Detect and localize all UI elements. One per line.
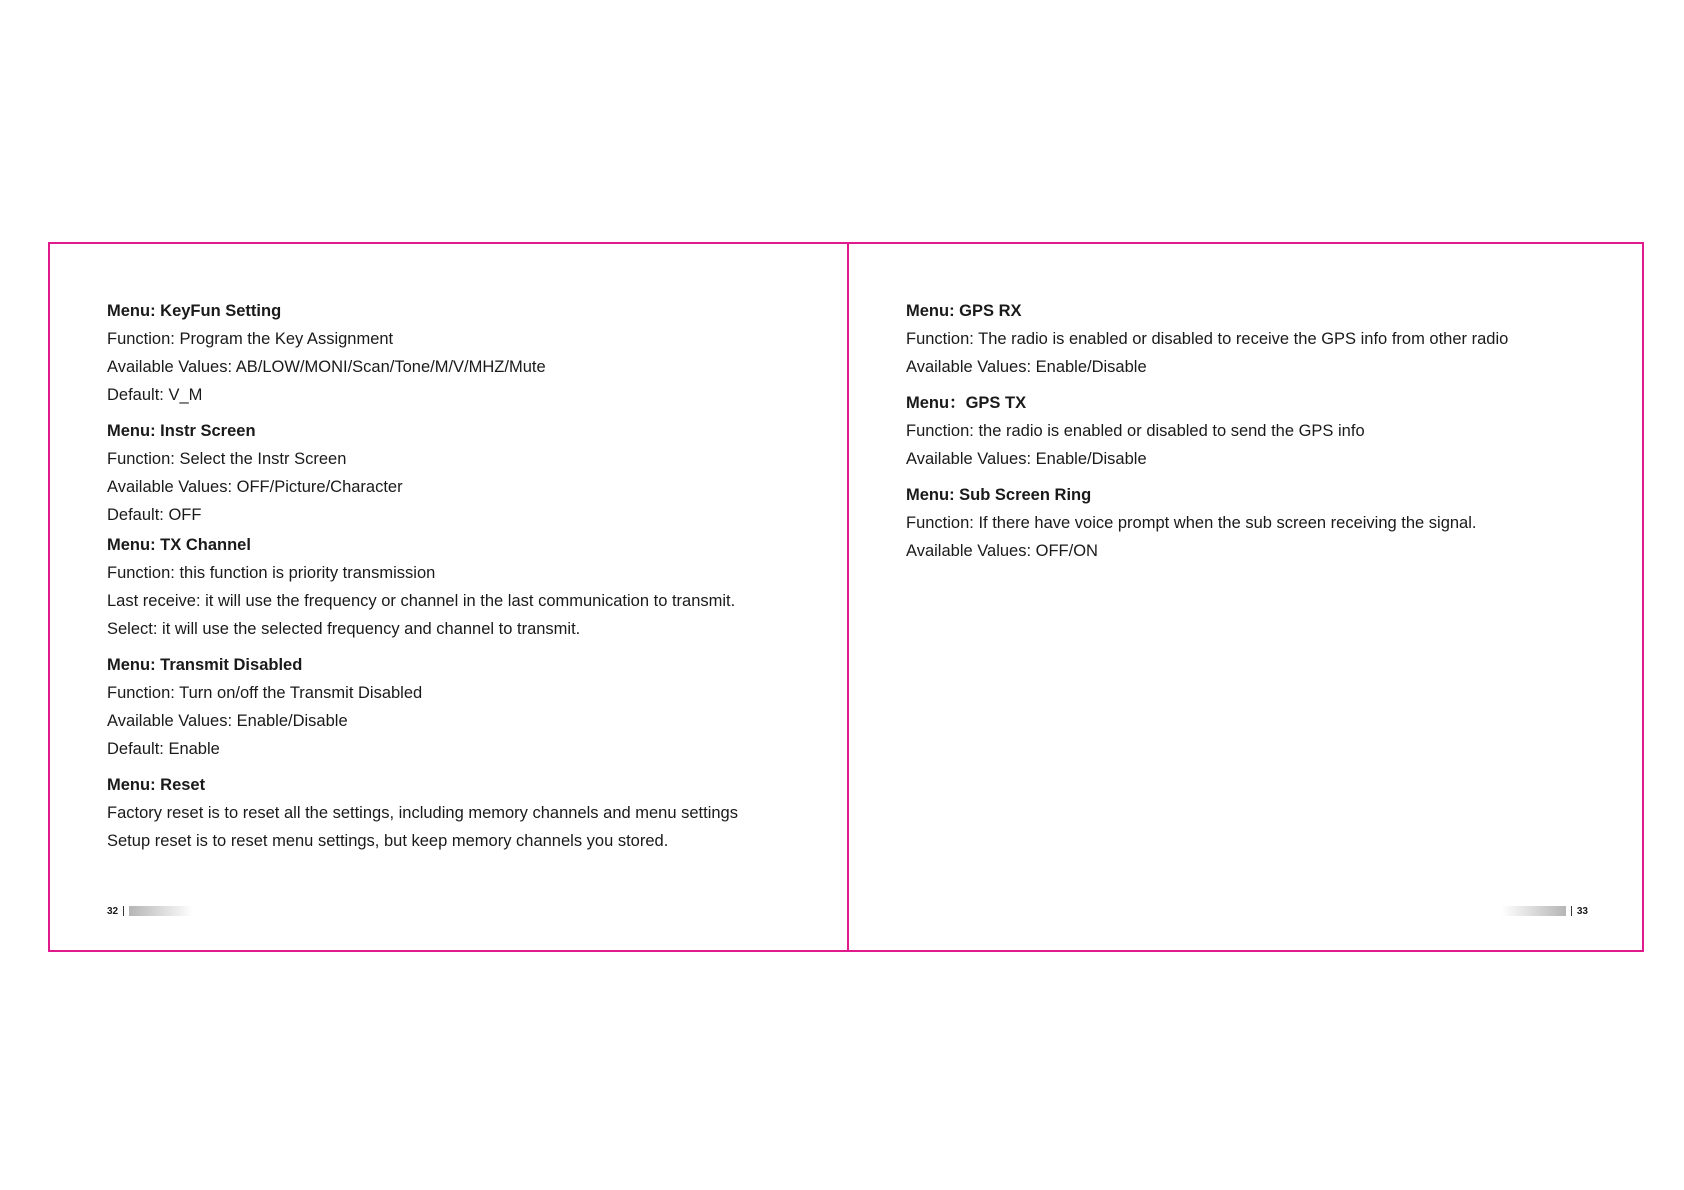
folio-gradient-bar xyxy=(1502,906,1566,916)
section-title: Menu: Transmit Disabled xyxy=(107,656,303,674)
folio-gradient-bar xyxy=(129,906,193,916)
section-transmit-disabled xyxy=(107,651,738,763)
page-number: 32 xyxy=(107,905,119,917)
left-page-content xyxy=(107,297,738,863)
section-line: Function: this function is priority transmission xyxy=(107,564,436,582)
folio-separator xyxy=(1571,906,1572,916)
section-title: Menu: GPS RX xyxy=(906,302,1022,320)
folio-separator xyxy=(123,906,124,916)
section-line: Function: Select the Instr Screen xyxy=(107,450,347,468)
section-gps-rx xyxy=(906,297,1508,381)
section-line: Available Values: AB/LOW/MONI/Scan/Tone/M/V/MHZ/Mute xyxy=(107,358,546,376)
section-instr-screen xyxy=(107,417,738,529)
right-page xyxy=(849,244,1644,950)
page-number-right xyxy=(1502,904,1588,918)
section-line: Last receive: it will use the frequency or channel in the last communication to transmit. xyxy=(107,592,736,610)
page-number: 33 xyxy=(1576,905,1588,917)
section-line: Function: Program the Key Assignment xyxy=(107,330,394,348)
section-line: Available Values: OFF/Picture/Character xyxy=(107,478,403,496)
section-title: Menu: Instr Screen xyxy=(107,422,256,440)
section-title: Menu: TX Channel xyxy=(107,536,251,554)
section-title: Menu: Sub Screen Ring xyxy=(906,486,1092,504)
section-line: Factory reset is to reset all the settings, including memory channels and menu settings xyxy=(107,804,738,822)
section-line: Default: V_M xyxy=(107,386,203,404)
section-title: Menu: KeyFun Setting xyxy=(107,302,282,320)
section-sub-screen-ring xyxy=(906,481,1508,565)
section-line: Setup reset is to reset menu settings, but keep memory channels you stored. xyxy=(107,832,669,850)
section-title: Menu：GPS TX xyxy=(906,394,1027,412)
section-line: Function: If there have voice prompt when the sub screen receiving the signal. xyxy=(906,514,1477,532)
section-line: Available Values: Enable/Disable xyxy=(906,358,1147,376)
section-line: Available Values: Enable/Disable xyxy=(906,450,1147,468)
section-line: Function: The radio is enabled or disabled to receive the GPS info from other radio xyxy=(906,330,1509,348)
section-line: Default: OFF xyxy=(107,506,202,524)
section-title: Menu: Reset xyxy=(107,776,206,794)
section-line: Default: Enable xyxy=(107,740,220,758)
section-line: Function: the radio is enabled or disabled to send the GPS info xyxy=(906,422,1365,440)
right-page-content xyxy=(906,297,1508,573)
section-line: Available Values: OFF/ON xyxy=(906,542,1098,560)
section-line: Available Values: Enable/Disable xyxy=(107,712,348,730)
section-tx-channel xyxy=(107,531,738,643)
page-number-left xyxy=(107,904,193,918)
section-reset xyxy=(107,771,738,855)
left-page xyxy=(50,244,847,950)
section-line: Function: Turn on/off the Transmit Disabled xyxy=(107,684,423,702)
section-keyfun-setting xyxy=(107,297,738,409)
section-gps-tx xyxy=(906,389,1508,473)
manual-spread xyxy=(48,242,1644,952)
section-line: Select: it will use the selected frequency and channel to transmit. xyxy=(107,620,581,638)
